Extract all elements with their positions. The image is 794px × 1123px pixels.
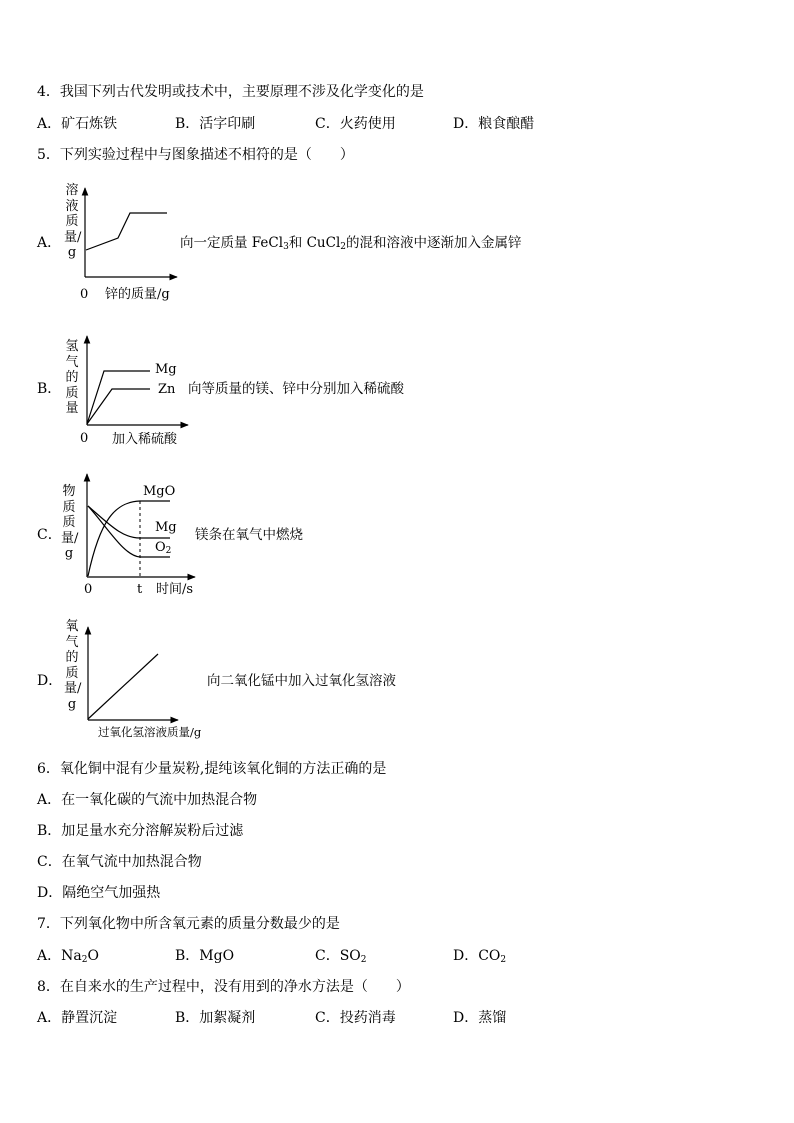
q8-stem: 8．在自来水的生产过程中，没有用到的净水方法是（ ） — [37, 979, 410, 995]
q4-option-b: B．活字印刷 — [175, 116, 256, 132]
q5a-y-axis-label: 溶液质量/g — [64, 183, 82, 260]
q8-option-a: A．静置沉淀 — [37, 1010, 118, 1026]
q7-option-b: B．MgO — [175, 948, 235, 964]
q5b-y-axis-label: 氢气的质量 — [65, 339, 79, 416]
q5d-description: 向二氧化锰中加入过氧化氢溶液 — [207, 673, 396, 689]
q5c-series-o2: $O_2$ — [155, 540, 172, 556]
q5c-origin: 0 — [84, 582, 93, 597]
q5b-series-mg: Mg — [155, 362, 177, 377]
q5b-letter: B． — [37, 381, 62, 397]
q5d-x-axis-label: 过氧化氢溶液质量/g — [98, 725, 202, 739]
q5c-series-mg: Mg — [155, 520, 177, 535]
q5d-y-axis-label: 氧气的质量/g — [64, 619, 82, 712]
q6-option-d: D．隔绝空气加强热 — [37, 885, 161, 901]
q5c-description: 镁条在氧气中燃烧 — [195, 527, 303, 543]
q5-stem: 5．下列实验过程中与图象描述不相符的是（ ） — [37, 147, 354, 163]
q7-option-c: C．$SO_2$ — [315, 948, 367, 965]
q5c-x-axis-label: 时间/s — [156, 582, 194, 597]
q8-option-d: D．蒸馏 — [453, 1010, 507, 1026]
q6-option-c: C．在氧气流中加热混合物 — [37, 854, 202, 870]
q5d-line — [88, 654, 158, 719]
q5a-x-axis-label: 锌的质量/g — [105, 287, 170, 302]
q5c-letter: C． — [37, 527, 62, 543]
q5c-y-axis-label: 物质质量/g — [61, 484, 79, 561]
q5a-origin: 0 — [80, 287, 89, 302]
q4-option-d: D．粮食酿醋 — [453, 116, 535, 132]
q4-option-a: A．矿石炼铁 — [37, 116, 118, 132]
q7-option-a: A．$Na_2O$ — [37, 948, 99, 965]
q5c-tick-t: t — [137, 582, 143, 597]
q5b-description: 向等质量的镁、锌中分别加入稀硫酸 — [188, 381, 404, 397]
q4-option-c: C．火药使用 — [315, 116, 396, 132]
q5b-x-axis-label: 加入稀硫酸 — [112, 432, 178, 447]
q6-option-b: B．加足量水充分溶解炭粉后过滤 — [37, 823, 244, 839]
q5c-series-mgo: MgO — [143, 484, 176, 499]
q6-option-a: A．在一氧化碳的气流中加热混合物 — [37, 792, 258, 808]
q7-option-d: D．$CO_2$ — [453, 948, 507, 965]
q8-option-b: B．加絮凝剂 — [175, 1010, 256, 1026]
q5b-series-zn: Zn — [158, 382, 176, 397]
q6-stem: 6．氧化铜中混有少量炭粉,提纯该氧化铜的方法正确的是 — [37, 761, 387, 777]
q5d-letter: D． — [37, 673, 63, 689]
q5a-description: 向一定质量 FeCl$_3$和 CuCl$_2$的混和溶液中逐渐加入金属锌 — [180, 235, 522, 252]
q8-option-c: C．投药消毒 — [315, 1010, 396, 1026]
q5b-origin: 0 — [80, 431, 89, 446]
q7-stem: 7．下列氧化物中所含氧元素的质量分数最少的是 — [37, 916, 340, 932]
q5a-letter: A． — [37, 235, 62, 251]
q4-stem: 4．我国下列古代发明或技术中，主要原理不涉及化学变化的是 — [37, 84, 424, 100]
